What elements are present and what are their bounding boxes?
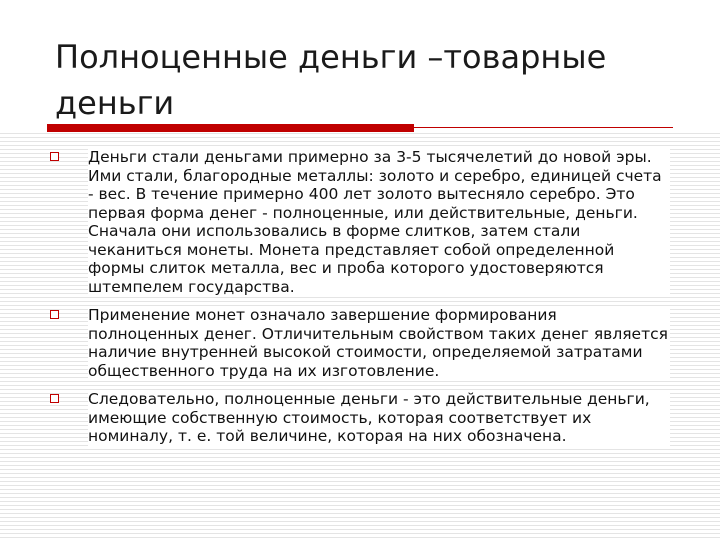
bullet-text: Следовательно, полноценные деньги - это действительные деньги, имеющие собственную стоимость, которая соответствует их номиналу, т. е. той величине, которая на них обозначена. (88, 390, 670, 446)
title-underline-bar (47, 124, 414, 132)
bullet-item (50, 306, 670, 380)
square-bullet-icon (50, 310, 59, 319)
slide-body (50, 148, 670, 456)
title-underline-line (414, 127, 673, 128)
square-bullet-icon (50, 152, 59, 161)
bullet-text: Применение монет означало завершение формирования полноценных денег. Отличительным свойством таких денег является наличие внутренней высокой стоимости, определяемой затратами общественного труда на их изготовление. (88, 306, 670, 380)
bullet-text: Деньги стали деньгами примерно за 3-5 тысячелетий до новой эры. Ими стали, благородные металлы: золото и серебро, единицей счета - вес. В течение примерно 400 лет золото вытесняло серебро. Это первая форма денег - полноценные, или действительные, деньги. Сначала они использовались в форме слитков, затем стали чеканиться монеты. Монета представляет собой определенной формы слиток металла, вес и проба которого удостоверяются штемпелем государства. (88, 148, 670, 296)
bullet-item (50, 148, 670, 296)
slide-title: Полноценные деньги –товарные деньги (55, 38, 607, 122)
square-bullet-icon (50, 394, 59, 403)
bullet-item (50, 390, 670, 446)
